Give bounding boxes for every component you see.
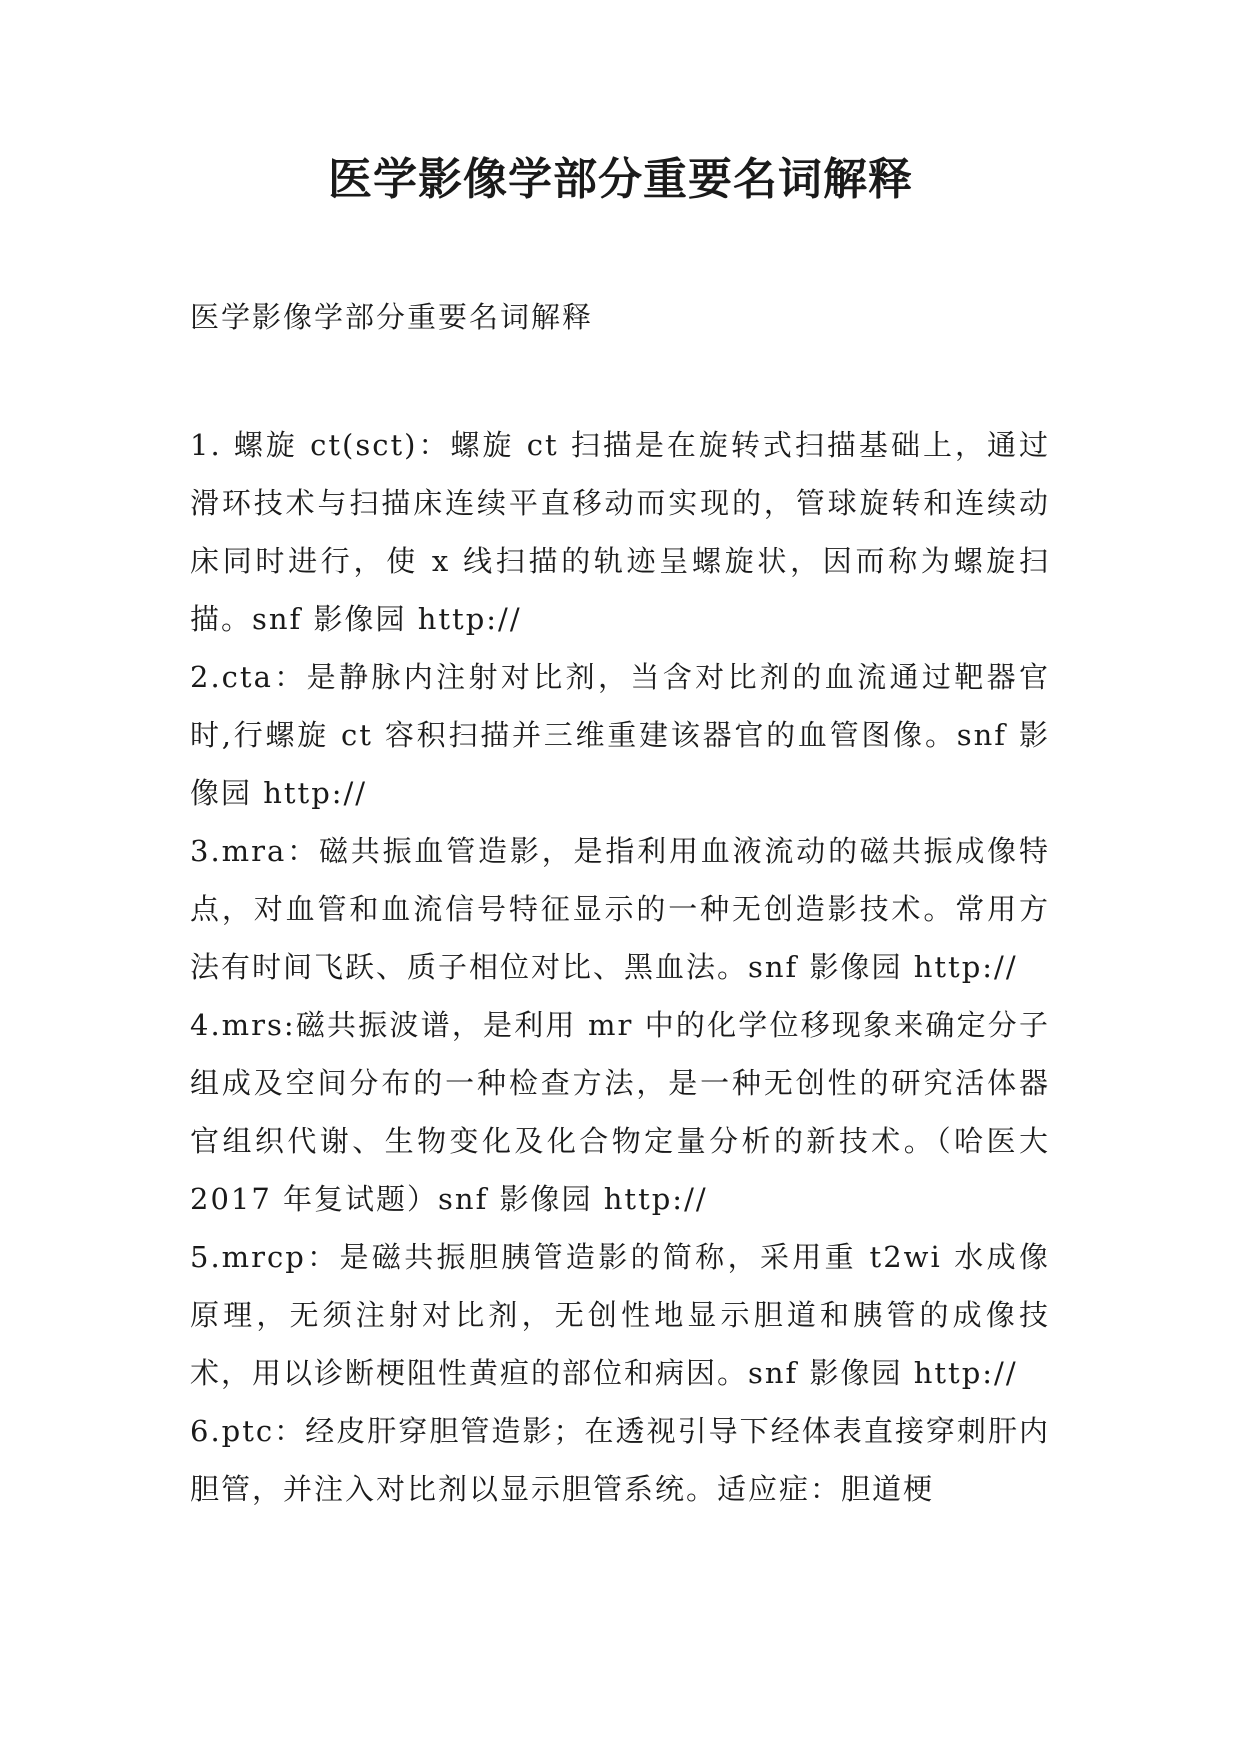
term-entry-4: 4.mrs:磁共振波谱，是利用 mr 中的化学位移现象来确定分子组成及空间分布的一种检查方法，是一种无创性的研究活体器官组织代谢、生物变化及化合物定量分析的新技术。（哈医大 2017 年复试题）snf 影像园 http:// <box>190 1008 1050 1216</box>
document-body <box>190 288 1050 1518</box>
term-entry-6: 6.ptc：经皮肝穿胆管造影；在透视引导下经体表直接穿刺肝内胆管，并注入对比剂以显示胆管系统。适应症：胆道梗 <box>190 1414 1050 1506</box>
term-entry-1: 1. 螺旋 ct(sct)：螺旋 ct 扫描是在旋转式扫描基础上，通过滑环技术与扫描床连续平直移动而实现的，管球旋转和连续动床同时进行，使 x 线扫描的轨迹呈螺旋状，因而称为螺旋扫描。snf 影像园 http:// <box>190 428 1050 636</box>
term-entry-5: 5.mrcp：是磁共振胆胰管造影的简称，采用重 t2wi 水成像原理，无须注射对比剂，无创性地显示胆道和胰管的成像技术，用以诊断梗阻性黄疸的部位和病因。snf 影像园 http:// <box>190 1240 1050 1390</box>
document-title: 医学影像学部分重要名词解释 <box>328 154 913 205</box>
term-entry-3: 3.mra：磁共振血管造影，是指利用血液流动的磁共振成像特点，对血管和血流信号特征显示的一种无创造影技术。常用方法有时间飞跃、质子相位对比、黑血法。snf 影像园 http:// <box>190 834 1050 984</box>
document-subtitle: 医学影像学部分重要名词解释 <box>190 300 594 334</box>
term-entry-2: 2.cta：是静脉内注射对比剂，当含对比剂的血流通过靶器官时,行螺旋 ct 容积扫描并三维重建该器官的血管图像。snf 影像园 http:// <box>190 660 1050 810</box>
paragraph-spacer <box>190 346 1050 416</box>
